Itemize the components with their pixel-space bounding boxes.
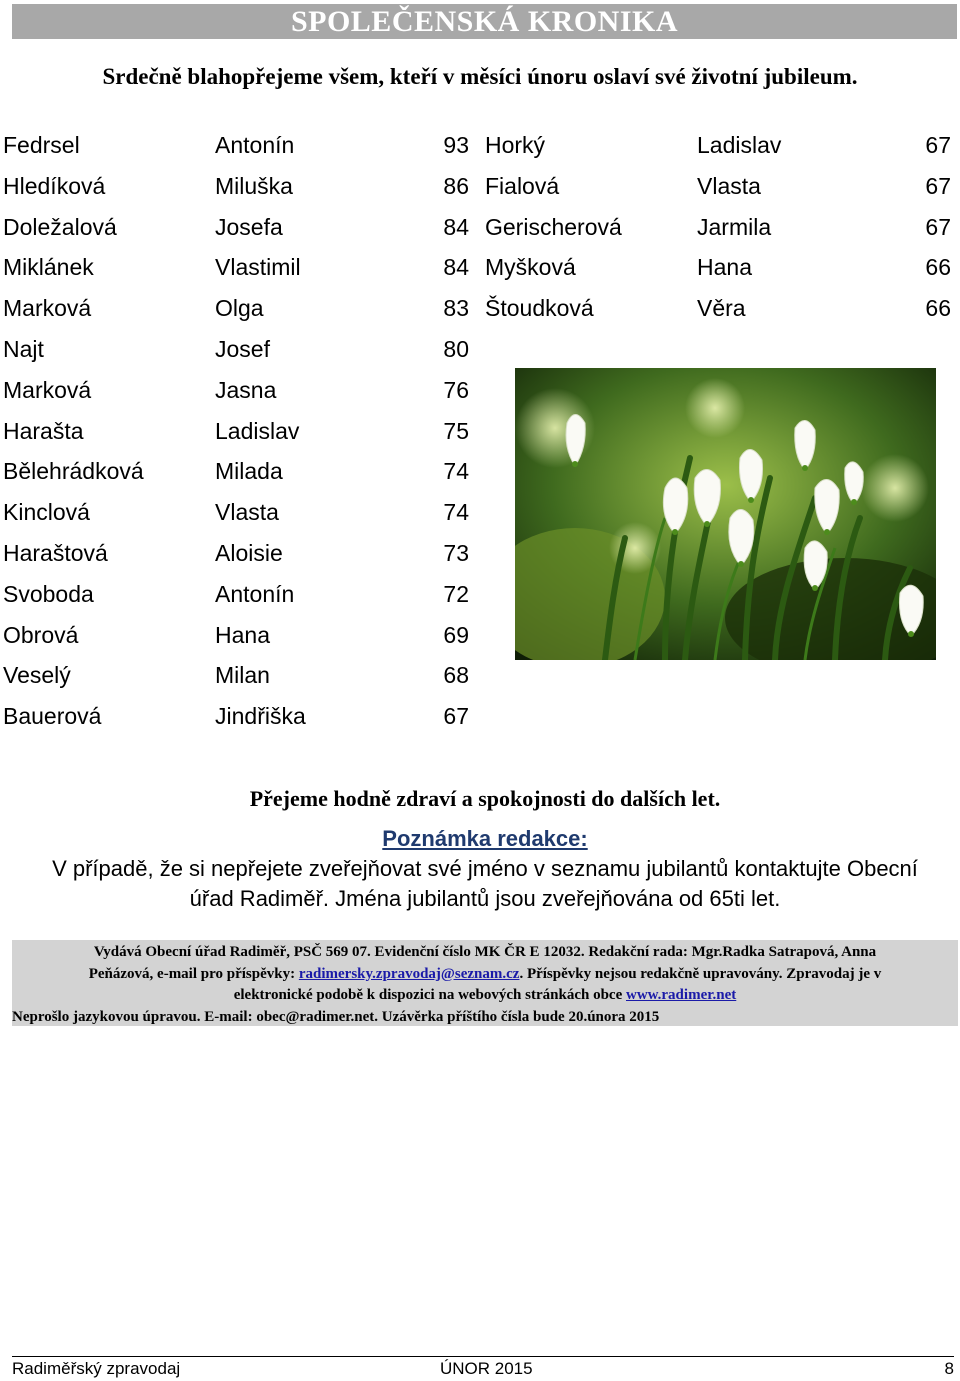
jubilant-first-name: Josef	[215, 335, 270, 362]
jubilant-first-name: Antonín	[215, 132, 295, 158]
jubilant-age: 86	[443, 172, 469, 199]
jubilant-first-name: Jarmila	[697, 213, 772, 240]
jubilant-surname: Gerischerová	[485, 213, 622, 240]
imprint-line-1: Vydává Obecní úřad Radiměř, PSČ 569 07. Evidenční číslo MK ČR E 12032. Redakční rada: Mgr.Radka Satrapová, Anna	[93, 944, 877, 960]
page-footer	[12, 1356, 954, 1381]
jubilant-first-name: Vlasta	[697, 172, 761, 199]
jubilant-age: 67	[925, 132, 951, 158]
jubilant-age: 76	[443, 376, 469, 403]
jubilant-first-name: Josefa	[215, 213, 283, 240]
jubilant-surname: Bělehrádková	[3, 458, 144, 485]
jubilant-first-name: Milada	[215, 458, 283, 485]
jubilant-age: 69	[443, 621, 469, 648]
jubilant-surname: Bauerová	[3, 703, 102, 730]
jubilant-surname: Harašta	[3, 417, 84, 444]
editorial-note-heading-text: Poznámka redakce:	[382, 826, 588, 851]
wish-text: Přejeme hodně zdraví a spokojnosti do dalších let.	[249, 786, 721, 811]
footer-publication-name: Radiměřský zpravodaj	[12, 1359, 181, 1378]
jubilant-surname: Kinclová	[3, 499, 90, 526]
section-title: SPOLEČENSKÁ KRONIKA	[290, 5, 679, 38]
jubilant-first-name: Ladislav	[697, 132, 782, 158]
jubilant-surname: Marková	[3, 295, 92, 322]
jubilant-surname: Hledíková	[3, 172, 106, 199]
jubilant-first-name: Miluška	[215, 172, 293, 199]
jubilant-age: 66	[925, 254, 951, 281]
jubilant-first-name: Ladislav	[215, 417, 300, 444]
jubilant-first-name: Jindřiška	[215, 703, 306, 730]
imprint-line-3	[12, 985, 958, 1007]
jubilant-first-name: Vlasta	[215, 499, 279, 526]
jubilant-surname: Doležalová	[3, 213, 117, 240]
jubilant-surname: Fialová	[485, 172, 560, 199]
jubilant-first-name: Hana	[215, 621, 270, 648]
jubilant-age: 84	[443, 254, 469, 281]
jubilant-surname: Miklánek	[3, 254, 94, 281]
page-number: 8	[944, 1359, 954, 1378]
imprint-box	[12, 940, 958, 1026]
editorial-note-line-1: V případě, že si nepřejete zveřejňovat své jméno v seznamu jubilantů kontaktujte Obecní	[52, 856, 918, 881]
jubilant-first-name: Antonín	[215, 580, 295, 607]
jubilant-age: 93	[443, 132, 469, 158]
jubilant-surname: Myšková	[485, 254, 576, 281]
jubilant-surname: Haraštová	[3, 539, 108, 566]
jubilant-first-name: Aloisie	[215, 539, 283, 566]
jubilant-age: 84	[443, 213, 469, 240]
jubilant-first-name: Věra	[697, 295, 746, 322]
jubilant-age: 72	[443, 580, 469, 607]
website-link[interactable]: www.radimer.net	[625, 987, 737, 1003]
jubilant-surname: Štoudková	[485, 295, 594, 322]
jubilant-age: 83	[443, 295, 469, 322]
jubilant-age: 68	[443, 662, 469, 689]
jubilant-age: 67	[443, 703, 469, 730]
editorial-note-text	[14, 854, 956, 914]
jubilant-first-name: Hana	[697, 254, 752, 281]
imprint-line-3-start: elektronické podobě k dispozici na webových stránkách obce	[233, 987, 626, 1003]
jubilant-first-name: Olga	[215, 295, 264, 322]
jubilant-age: 67	[925, 172, 951, 199]
jubilant-surname: Svoboda	[3, 580, 94, 607]
footer-issue: ÚNOR 2015	[440, 1359, 533, 1378]
jubilant-first-name: Vlastimil	[215, 254, 301, 281]
jubilant-age: 73	[443, 539, 469, 566]
greeting-subtitle: Srdečně blahopřejeme všem, kteří v měsíci únoru oslaví své životní jubileum.	[102, 64, 858, 89]
imprint-line-2-end: . Příspěvky nejsou redakčně upravovány. Zpravodaj je v	[519, 965, 882, 982]
jubilant-age: 80	[443, 335, 469, 362]
snowdrop-flowers-photo	[515, 368, 936, 660]
jubilant-first-name: Milan	[215, 662, 270, 689]
jubilant-age: 67	[925, 213, 951, 240]
editorial-note-heading	[0, 824, 960, 854]
contributions-email-link[interactable]: radimersky.zpravodaj@seznam.cz	[298, 965, 520, 982]
jubilant-surname: Fedrsel	[3, 132, 80, 158]
section-title-bar	[12, 4, 957, 39]
imprint-line-2-start: Peňázová, e-mail pro příspěvky:	[88, 965, 299, 982]
jubilant-surname: Veselý	[3, 662, 71, 689]
editorial-note-line-2: úřad Radiměř. Jména jubilantů jsou zveřejňována od 65ti let.	[189, 886, 781, 911]
jubilant-age: 74	[443, 499, 469, 526]
jubilant-surname: Obrová	[3, 621, 79, 648]
jubilant-age: 75	[443, 417, 469, 444]
jubilant-age: 66	[925, 295, 951, 322]
jubilant-age: 74	[443, 458, 469, 485]
jubilant-surname: Horký	[485, 132, 546, 158]
imprint-line-2	[12, 964, 958, 986]
jubilant-first-name: Jasna	[215, 376, 277, 403]
jubilant-surname: Marková	[3, 376, 92, 403]
imprint-line-4: Neprošlo jazykovou úpravou. E-mail: obec@radimer.net. Uzávěrka příštího čísla bude 20.února 2015	[12, 1008, 660, 1025]
jubilant-surname: Najt	[3, 335, 44, 362]
